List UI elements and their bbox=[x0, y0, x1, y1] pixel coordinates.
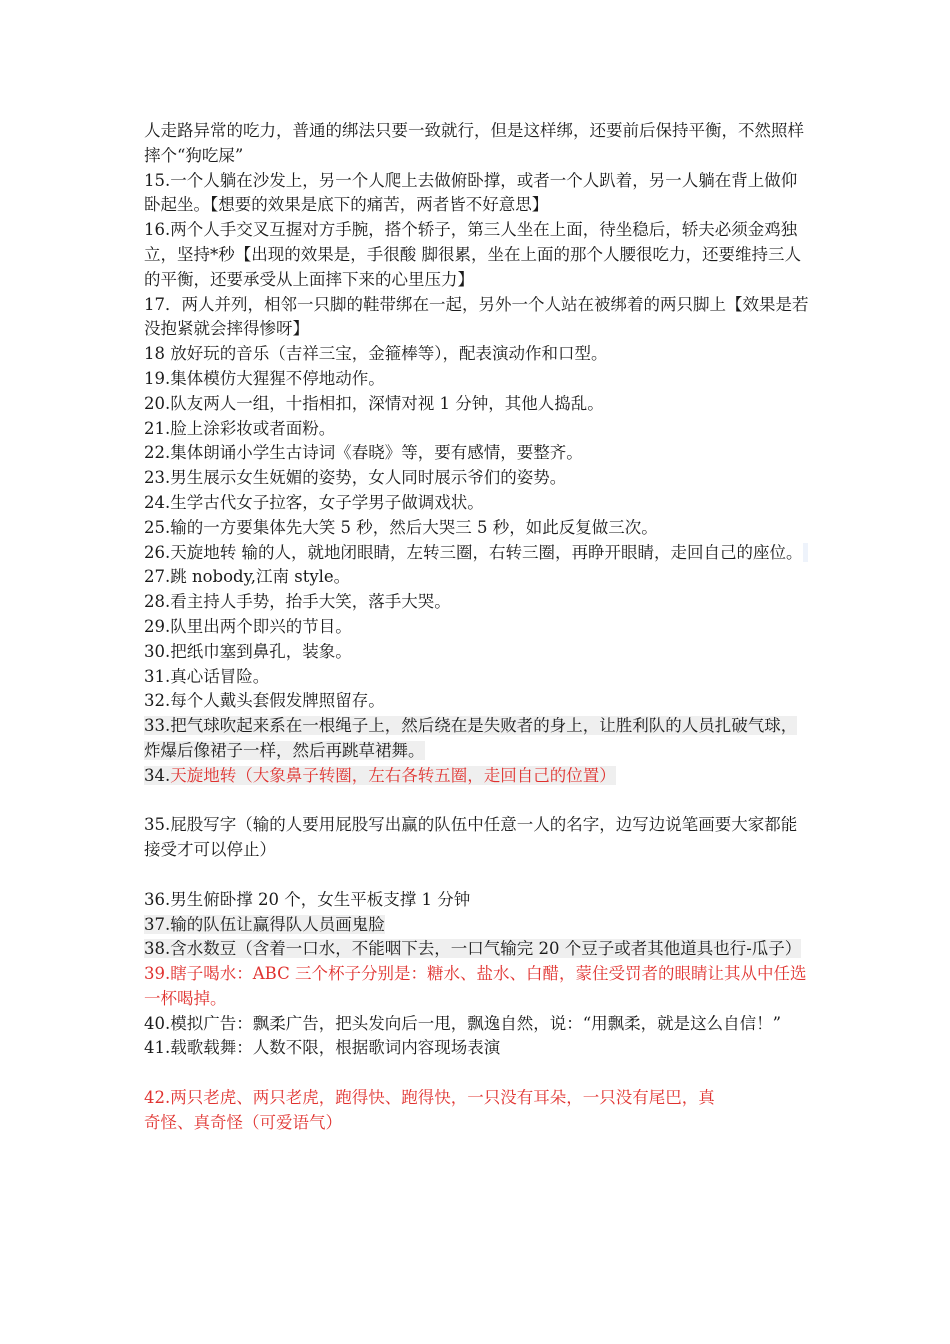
paragraph-34-number: 34. bbox=[144, 765, 171, 785]
paragraph-36: 36.男生俯卧撑 20 个，女生平板支撑 1 分钟 bbox=[144, 889, 471, 909]
paragraph-23: 23.男生展示女生妩媚的姿势，女人同时展示爷们的姿势。 bbox=[144, 468, 567, 488]
paragraph-42-line-1: 42.两只老虎、两只老虎，跑得快、跑得快，一只没有耳朵，一只没有尾巴，真 bbox=[144, 1088, 715, 1108]
paragraph-14-tail: 人走路异常的吃力，普通的绑法只要一致就行，但是这样绑，还要前后保持平衡，不然照样摔个“狗吃屎” bbox=[144, 121, 804, 165]
paragraph-22: 22.集体朗诵小学生古诗词《春晓》等，要有感情，要整齐。 bbox=[144, 443, 583, 463]
paragraph-38 bbox=[144, 937, 812, 962]
paragraph-40: 40.模拟广告：飘柔广告，把头发向后一甩，飘逸自然，说：“用飘柔，就是这么自信！” bbox=[144, 1013, 782, 1033]
blank-line bbox=[144, 1061, 812, 1086]
paragraph-34-text: 天旋地转（大象鼻子转圈，左右各转五圈，走回自己的位置） bbox=[170, 765, 616, 785]
paragraph-41: 41.载歌载舞：人数不限，根据歌词内容现场表演 bbox=[144, 1038, 501, 1058]
paragraph-18: 18 放好玩的音乐（吉祥三宝，金箍棒等），配表演动作和口型。 bbox=[144, 344, 608, 364]
paragraph-24: 24.生学古代女子拉客，女子学男子做调戏状。 bbox=[144, 492, 484, 512]
paragraph-32: 32.每个人戴头套假发牌照留存。 bbox=[144, 691, 385, 711]
paragraph-26-text: 26.天旋地转 输的人，就地闭眼睛，左转三圈，右转三圈，再睁开眼睛，走回自己的座位。 bbox=[144, 542, 803, 562]
blank-line bbox=[144, 789, 812, 814]
paragraph-35: 35.屁股写字（输的人要用屁股写出赢的队伍中任意一人的名字，边写边说笔画要大家都能接受才可以停止） bbox=[144, 815, 798, 860]
paragraph-30: 30.把纸巾塞到鼻孔，装象。 bbox=[144, 641, 352, 661]
paragraph-28: 28.看主持人手势，抬手大笑，落手大哭。 bbox=[144, 592, 451, 612]
paragraph-37-text: 37.输的队伍让赢得队人员画鬼脸 bbox=[144, 914, 385, 934]
paragraph-26 bbox=[144, 541, 812, 566]
paragraph-33-text: 33.把气球吹起来系在一根绳子上，然后绕在是失败者的身上，让胜利队的人员扎破气球，炸爆后像裙子一样，然后再跳草裙舞。 bbox=[144, 716, 798, 760]
paragraph-42-line-2: 奇怪、真奇怪（可爱语气） bbox=[144, 1112, 342, 1132]
paragraph-15: 15.一个人躺在沙发上，另一个人爬上去做俯卧撑，或者一个人趴着，另一人躺在背上做仰卧起坐。【想要的效果是底下的痛苦，两者皆不好意思】 bbox=[144, 170, 798, 215]
paragraph-33 bbox=[144, 714, 812, 764]
paragraph-31: 31.真心话冒险。 bbox=[144, 666, 270, 686]
paragraph-37 bbox=[144, 913, 812, 938]
document-body bbox=[144, 119, 812, 1136]
paragraph-26-cursor-mark: ​ bbox=[802, 542, 808, 562]
paragraph-21: 21.脸上涂彩妆或者面粉。 bbox=[144, 418, 336, 438]
paragraph-29: 29.队里出两个即兴的节目。 bbox=[144, 616, 352, 636]
paragraph-19: 19.集体模仿大猩猩不停地动作。 bbox=[144, 368, 385, 388]
paragraph-16: 16.两个人手交叉互握对方手腕，搭个轿子，第三人坐在上面，待坐稳后，轿夫必须金鸡独立，坚持*秒【出现的效果是，手很酸 脚很累，坐在上面的那个人腰很吃力，还要维持三人的平衡，还要承受从上面摔下来的心里压力】 bbox=[144, 220, 801, 289]
paragraph-34 bbox=[144, 764, 812, 789]
paragraph-17: 17．两人并列，相邻一只脚的鞋带绑在一起，另外一个人站在被绑着的两只脚上【效果是若没抱紧就会摔得惨呀】 bbox=[144, 294, 809, 339]
paragraph-27: 27.跳 nobody,江南 style。 bbox=[144, 567, 351, 587]
paragraph-25: 25.输的一方要集体先大笑 5 秒，然后大哭三 5 秒，如此反复做三次。 bbox=[144, 517, 658, 537]
blank-line bbox=[144, 863, 812, 888]
paragraph-39: 39.瞎子喝水：ABC 三个杯子分别是：糖水、盐水、白醋，蒙住受罚者的眼睛让其从中任选一杯喝掉。 bbox=[144, 964, 807, 1008]
paragraph-38-text: 38.含水数豆（含着一口水，不能咽下去，一口气输完 20 个豆子或者其他道具也行-瓜子） bbox=[144, 939, 802, 959]
paragraph-20: 20.队友两人一组，十指相扣，深情对视 1 分钟，其他人捣乱。 bbox=[144, 393, 604, 413]
